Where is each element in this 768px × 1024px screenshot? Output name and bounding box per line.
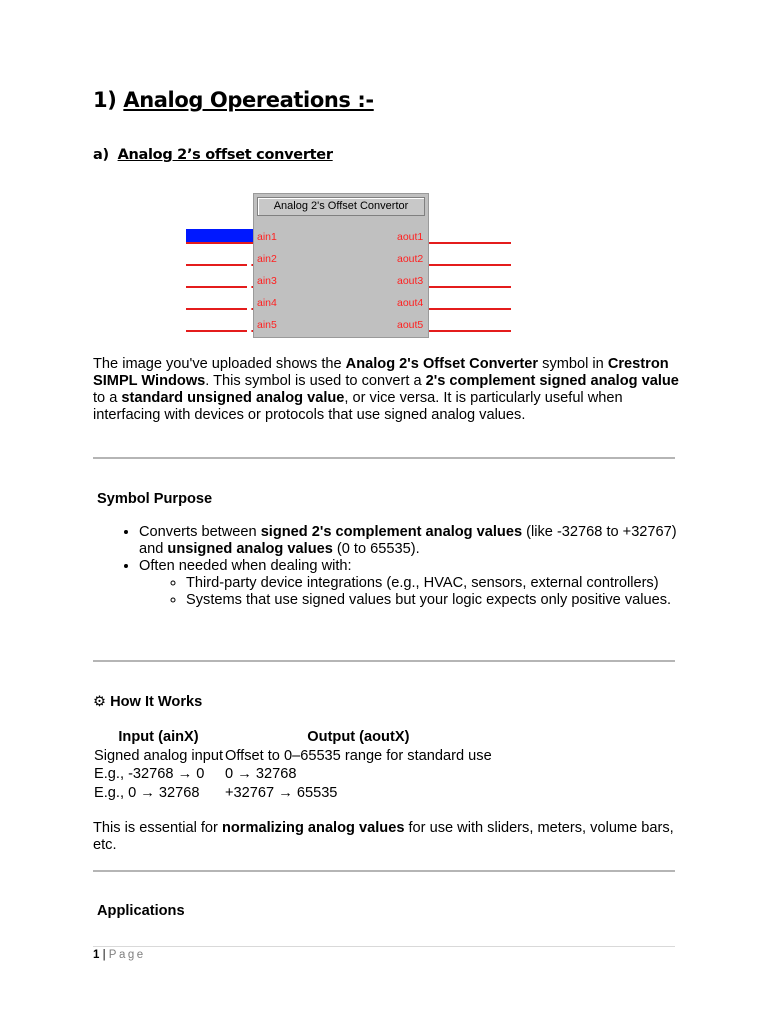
table-header-row [93, 728, 493, 747]
how-it-works-note: This is essential for normalizing analog values for use with sliders, meters, volume bars, etc. [93, 820, 674, 853]
section-heading-1 [93, 88, 374, 112]
table-cell: Signed analog input [94, 747, 224, 764]
output-wire-2 [429, 264, 511, 266]
sub-list-item: ◦ Third-party device integrations (e.g., HVAC, sensors, external controllers) [186, 575, 679, 592]
output-pin-label: aout1 [397, 231, 424, 243]
table-cell: Offset to 0–65535 range for standard use [225, 747, 492, 764]
output-wire-1 [429, 242, 511, 244]
divider [93, 660, 675, 662]
gear-icon: ⚙ [93, 694, 107, 710]
divider [93, 870, 675, 872]
purpose-list [93, 524, 679, 609]
list-item: • Often needed when dealing with: ◦ Third-party device integrations (e.g., HVAC, sensors, external controllers) ◦ Systems that use signed values but your logic expects only positive values. [139, 558, 679, 609]
table-cell: E.g., -32768 → 0 [94, 766, 205, 782]
divider [93, 457, 675, 459]
subsection-heading-a [93, 147, 333, 163]
subheading-title: Analog 2’s offset converter [117, 147, 333, 163]
footer-separator: | [99, 949, 109, 961]
sub-list-item: ◦ Systems that use signed values but your logic expects only positive values. [186, 592, 679, 609]
output-pin-label: aout4 [397, 297, 424, 309]
input-wire-2 [186, 264, 253, 266]
input-arrow-icon [247, 261, 252, 269]
sub-list [139, 575, 679, 609]
conversion-table [93, 728, 493, 802]
list-item: • Converts between signed 2's complement analog values (like -32768 to +32767) and unsigned analog values (0 to 65535). [139, 524, 679, 558]
purpose-heading: Symbol Purpose [97, 491, 213, 507]
column-header: Output (aoutX) [307, 729, 410, 745]
page-number: 1 [93, 949, 100, 961]
input-arrow-icon [247, 327, 252, 335]
input-wire-4 [186, 308, 253, 310]
symbol-title: Analog 2's Offset Convertor [257, 197, 425, 216]
page-label: Page [108, 949, 146, 961]
table-row [93, 784, 493, 803]
input-pin-label: ain5 [257, 319, 277, 331]
input-pin-label: ain4 [257, 297, 277, 309]
footer-divider [93, 946, 675, 947]
table-cell: 0 → 32768 [225, 766, 297, 782]
table-row [93, 765, 493, 784]
table-cell: +32767 → 65535 [225, 784, 338, 801]
output-pin-label: aout2 [397, 253, 424, 265]
table-row [93, 747, 493, 766]
input-wire-3 [186, 286, 253, 288]
output-wire-3 [429, 286, 511, 288]
input-pin-label: ain3 [257, 275, 277, 287]
output-wire-5 [429, 330, 511, 332]
page-footer [93, 949, 146, 961]
input-wire-5 [186, 330, 253, 332]
heading-number: 1) [93, 88, 117, 112]
input-wire-selected [186, 229, 253, 242]
input-arrow-icon [247, 305, 252, 313]
input-wire-1 [186, 242, 253, 244]
how-it-works-heading: ⚙ How It Works [93, 694, 203, 710]
intro-paragraph: The image you've uploaded shows the Analog 2's Offset Converter symbol in Crestron SIMPL Windows. This symbol is used to convert a 2's complement signed analog value to a standard unsigned analog value, or vice versa. It is particularly useful when interfacing with devices or protocols that use signed analog values. [93, 356, 679, 423]
applications-heading: Applications [97, 903, 185, 919]
output-pin-label: aout5 [397, 319, 424, 331]
input-arrow-icon [247, 283, 252, 291]
table-cell: E.g., 0 → 32768 [94, 784, 200, 801]
heading-title: Analog Opereations :- [123, 88, 374, 112]
subheading-letter: a) [93, 147, 109, 163]
column-header: Input (ainX) [118, 729, 199, 745]
output-wire-4 [429, 308, 511, 310]
input-pin-label: ain1 [257, 231, 277, 243]
output-pin-label: aout3 [397, 275, 424, 287]
input-pin-label: ain2 [257, 253, 277, 265]
